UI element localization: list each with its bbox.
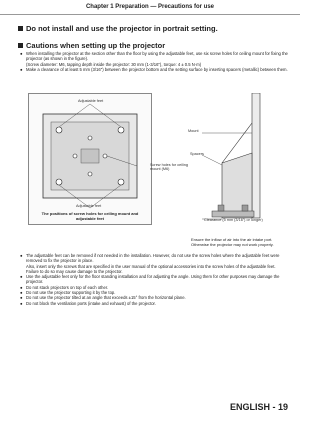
bullet-text: (Screw diameter: M6, tapping depth inside the projector: 30 mm (1-3/16"), torque: 4 ± 0.5 N·m) [26,61,202,67]
section2-heading-text: Cautions when setting up the projector [26,41,166,50]
label-adjustable-feet-top: Adjustable feet [78,99,104,103]
bullet-text: Make a clearance of at least 5 mm (3/16") between the projector bottom and the setting surface by inserting spacers (metallic) between them. [26,66,288,72]
section2-heading [18,41,165,50]
bullet-text: The adjustable feet can be removed if not needed in the installation. However, do not use the screw holes where the adjustable feet were removed to fix the projector in place. [26,253,280,264]
list-item: ● Do not use the projector supporting it by the top. [20,290,116,296]
bullet-text: Use the adjustable feet only for the floor standing installation and for adjusting the angle. Using them for other purposes may damage the projector. [26,274,280,285]
section2-bullets [20,51,288,72]
square-bullet-icon [18,43,23,48]
list-item: ● Do not stack projectors on top of each other. [20,284,109,290]
label-mount: Mount [188,129,199,133]
list-item: ● When installing the projector at the section other than the floor by using the adjustable feet, use six screw holes for ceiling mount for fixing the projector (as shown in the figure). [20,51,288,62]
figure-note: Ensure the inflow of air into the air intake port. Otherwise the projector may not work properly. [191,237,274,247]
bullet-text: Also, insert only the screws that are specified in the user manual of the optional accessories into the screw holes of the adjustable feet. Failure to do so may cause damage to the projector. [26,263,276,274]
figure-caption: The positions of screw holes for ceiling mount and adjustable feet [41,211,139,221]
label-spacers: Spacers [190,152,204,156]
label-screw-holes: Screw holes for ceiling mount (M6) [150,163,188,172]
list-item: ● Use the adjustable feet only for the floor standing installation and for adjusting the angle. Using them for other purposes may damage the projector. [20,274,288,285]
list-item: ● Do not use the projector tilted at an angle that exceeds ±15° from the horizontal plane. [20,295,186,301]
list-item: ● Make a clearance of at least 5 mm (3/16") between the projector bottom and the setting surface by inserting spacers (metallic) between them. [20,66,288,72]
bullet-text: Do not block the ventilation ports (intake and exhaust) of the projector. [26,300,156,306]
label-adjustable-feet-bottom: Adjustable feet [76,204,102,208]
section1-heading [18,24,218,33]
label-clearance: Clearance (5 mm (3/16") or longer) [204,218,263,222]
bullet-text: Do not use the projector supporting it by the top. [26,290,116,296]
bullet-text: When installing the projector at the section other than the floor by using the adjustable feet, use six screw holes for ceiling mount for fixing the projector (as shown in the figure). [26,51,288,62]
list-item: ● Do not block the ventilation ports (intake and exhaust) of the projector. [20,300,156,306]
cautions-list [20,253,288,306]
bullet-text: Do not use the projector tilted at an angle that exceeds ±15° from the horizontal plane. [26,295,186,301]
chapter-header: Chapter 1 Preparation — Precautions for use [0,0,300,15]
bullet-text: Do not stack projectors on top of each other. [26,284,109,290]
list-item-continuation [20,264,288,275]
side-view-figure [152,93,284,225]
square-bullet-icon [18,26,23,31]
section1-heading-text: Do not install and use the projector in portrait setting. [26,24,218,33]
page-number: ENGLISH - 19 [229,402,288,412]
list-item: ● The adjustable feet can be removed if not needed in the installation. However, do not use the screw holes where the adjustable feet were removed to fix the projector in place. [20,253,288,264]
projector-side-drawing [152,93,284,225]
